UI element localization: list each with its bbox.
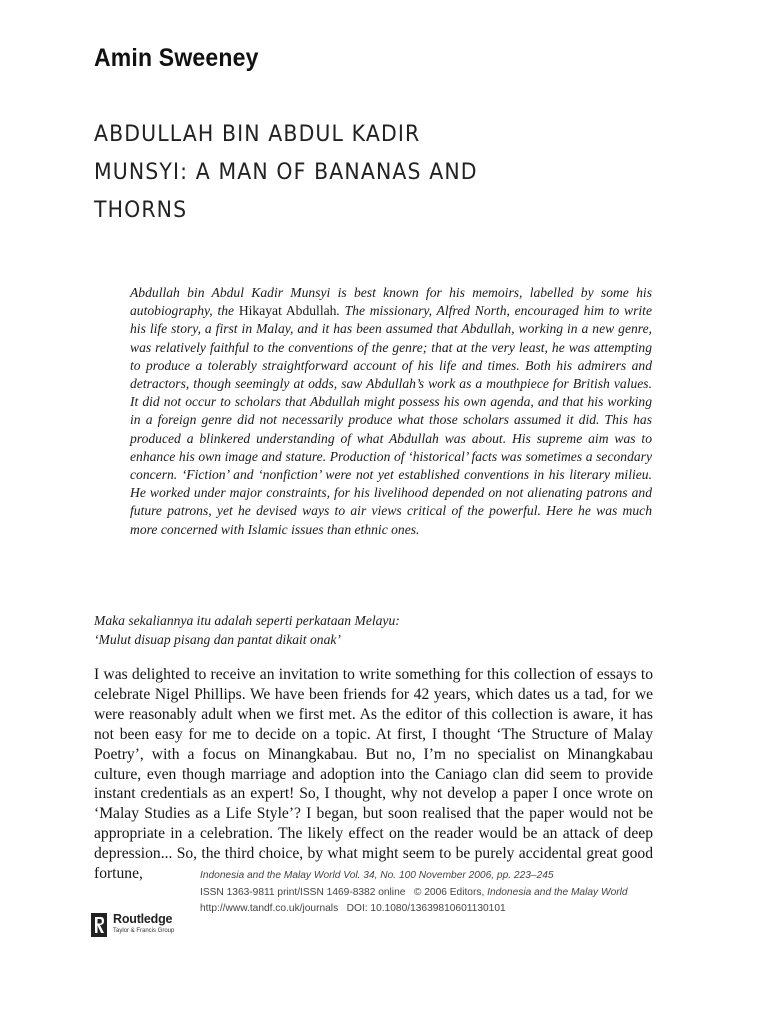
author-name: Amin Sweeney — [94, 44, 259, 72]
journal-footer — [200, 868, 670, 918]
abstract-text: . The missionary, Alfred North, encouraged him to write his life story, a first in Malay, and it has been assumed that Abdullah, working in a new genre, was relatively faithful to the conventions of the genre; that at the very least, he was attempting to produce a tolerably straightforward account of his life and times. Both his admirers and detractors, though seemingly at odds, saw Abdullah’s work as a mouthpiece for British values. It did not occur to scholars that Abdullah might possess his own agenda, and that his working in a foreign genre did not necessarily produce what those scholars assumed it did. This has produced a blinkered understanding of what Abdullah was about. His supreme aim was to enhance his own image and stature. Production of ‘historical’ facts was sometimes a secondary concern. ‘Fiction’ and ‘nonfiction’ were not yet established conventions in his literary milieu. He worked under major constraints, for his livelihood depended on not alienating patrons and future patrons, yet he devised ways to air views critical of the powerful. Here he was much more concerned with Islamic issues than ethnic ones. — [130, 303, 652, 537]
title-line: ABDULLAH BIN ABDUL KADIR — [94, 122, 421, 147]
journal-citation: Indonesia and the Malay World Vol. 34, No. 100 November 2006, pp. 223–245 — [200, 870, 554, 881]
epigraph-line: Maka sekaliannya itu adalah seperti perkataan Melayu: — [94, 613, 400, 628]
body-paragraph: I was delighted to receive an invitation to write something for this collection of essays to celebrate Nigel Phillips. We have been friends for 42 years, which dates us a tad, for we were reasonably adult when we first met. As the editor of this collection is aware, it has not been easy for me to decide on a topic. At first, I thought ‘The Structure of Malay Poetry’, with a focus on Minangkabau. But no, I’m no specialist on Minangkabau culture, even though marriage and adoption into the Caniago clan did seem to provide instant credentials as an expert! So, I thought, why not develop a paper I once wrote on ‘Malay Studies as a Life Style’? I began, but soon realised that the paper would not be appropriate in a celebration. The likely effect on the reader would be an attack of deep depression... So, the third choice, by what might seem to be purely accidental great good fortune, — [94, 666, 653, 883]
title-line: THORNS — [94, 198, 188, 223]
publisher-logo — [90, 912, 200, 946]
issn-copyright-line — [200, 885, 670, 902]
routledge-logo-icon — [90, 912, 108, 938]
epigraph-line: ‘Mulut disuap pisang dan pantat dikait onak’ — [94, 631, 341, 647]
copyright-text: © 2006 Editors, — [413, 886, 488, 898]
abstract-work-title: Hikayat Abdullah — [238, 303, 337, 319]
title-line: MUNSYI: A MAN OF BANANAS AND — [94, 160, 478, 185]
issn: ISSN 1363-9811 print/ISSN 1469-8382 online — [200, 886, 406, 898]
copyright-journal: Indonesia and the Malay World — [487, 886, 628, 898]
abstract — [130, 284, 652, 539]
article-title — [94, 116, 652, 230]
url-doi-link[interactable]: http://www.tandf.co.uk/journals DOI: 10.1080/13639810601130101 — [200, 903, 506, 914]
epigraph — [94, 612, 654, 649]
publisher-group: Taylor & Francis Group — [113, 928, 175, 934]
abstract-text: Abdullah bin Abdul Kadir Munsyi is best known for his memoirs, labelled by some his autobiography, the — [130, 285, 652, 319]
publisher-name: Routledge — [113, 912, 173, 926]
